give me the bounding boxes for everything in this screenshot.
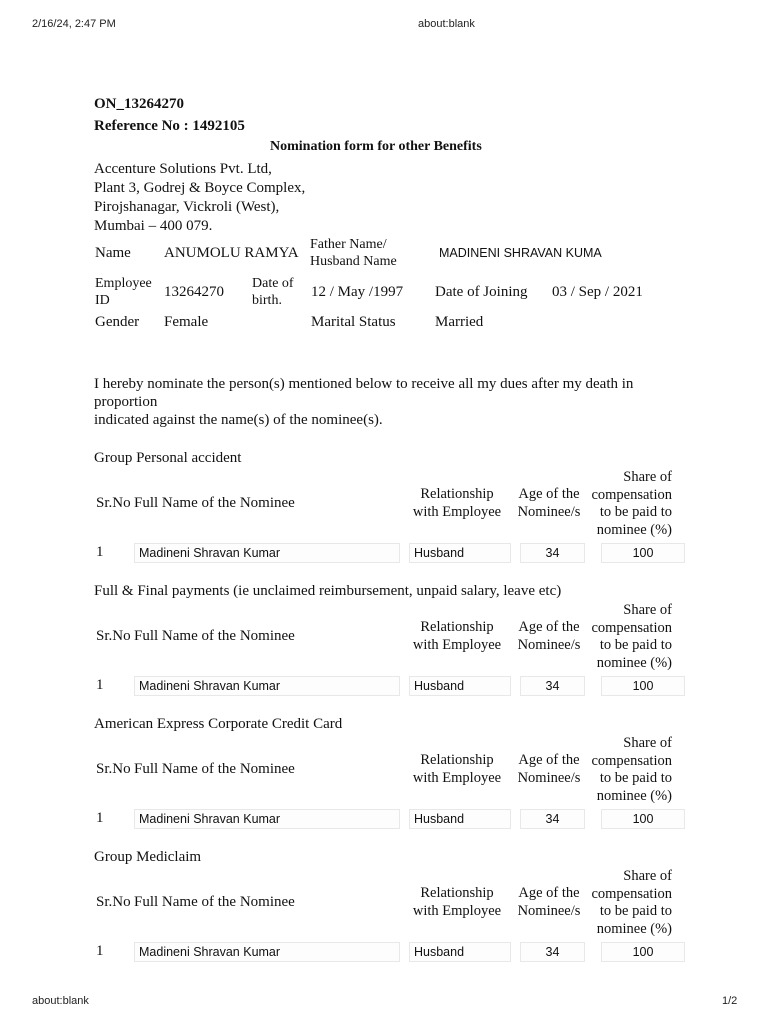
print-datetime: 2/16/24, 2:47 PM — [32, 18, 116, 30]
print-footer-url: about:blank — [32, 995, 89, 1007]
father-name-field[interactable]: MADINENI SHRAVAN KUMA — [439, 246, 602, 260]
header-age-line1: Age of the — [518, 885, 580, 901]
nominee-name-field[interactable]: Madineni Shravan Kumar — [134, 543, 400, 563]
header-srno: Sr.No — [96, 495, 131, 511]
relationship-field[interactable]: Husband — [409, 543, 511, 563]
header-full-name: Full Name of the Nominee — [134, 894, 295, 910]
header-age — [514, 885, 584, 920]
declaration-line: proportion — [94, 394, 158, 410]
header-share-line2: compensation — [591, 885, 672, 902]
header-share-line3: to be paid to — [599, 903, 672, 919]
employee-id-label-line1: Employee — [95, 276, 152, 291]
header-share-line4: nominee (%) — [596, 654, 672, 671]
relationship-field[interactable]: Husband — [409, 809, 511, 829]
father-label — [310, 236, 397, 270]
header-age-line1: Age of the — [518, 486, 580, 502]
print-page-title: about:blank — [418, 18, 475, 30]
address-line: Accenture Solutions Pvt. Ltd, — [94, 161, 272, 177]
share-field[interactable]: 100 — [601, 809, 685, 829]
header-age-line2: Nominee/s — [517, 902, 581, 919]
header-relationship — [404, 619, 510, 654]
header-age-line2: Nominee/s — [517, 636, 581, 653]
nominee-name-field[interactable]: Madineni Shravan Kumar — [134, 676, 400, 696]
on-number: ON_13264270 — [94, 96, 184, 112]
company-address — [94, 160, 305, 236]
row-srno: 1 — [96, 943, 104, 959]
header-share — [584, 469, 672, 539]
employee-id-label-line2: ID — [95, 293, 110, 308]
header-age-line1: Age of the — [518, 752, 580, 768]
nominee-name-field[interactable]: Madineni Shravan Kumar — [134, 942, 400, 962]
address-line: Plant 3, Godrej & Boyce Complex, — [94, 180, 306, 196]
header-share-line1: Share of — [623, 469, 672, 485]
header-srno: Sr.No — [96, 761, 131, 777]
header-relationship — [404, 486, 510, 521]
section-title: Group Personal accident — [94, 450, 242, 466]
header-share-line1: Share of — [623, 602, 672, 618]
header-share-line4: nominee (%) — [596, 521, 672, 538]
header-relationship-line2: with Employee — [412, 503, 502, 520]
relationship-field[interactable]: Husband — [409, 676, 511, 696]
header-share-line4: nominee (%) — [596, 920, 672, 937]
header-relationship-line1: Relationship — [420, 619, 494, 635]
name-label: Name — [95, 245, 131, 261]
father-label-line2: Husband Name — [310, 254, 397, 269]
header-share-line1: Share of — [623, 868, 672, 884]
header-relationship-line2: with Employee — [412, 769, 502, 786]
header-relationship — [404, 752, 510, 787]
header-age-line2: Nominee/s — [517, 503, 581, 520]
header-full-name: Full Name of the Nominee — [134, 495, 295, 511]
address-line: Mumbai – 400 079. — [94, 218, 213, 234]
header-share — [584, 868, 672, 938]
header-share-line4: nominee (%) — [596, 787, 672, 804]
marital-status-label: Marital Status — [311, 314, 396, 330]
dob-label-line1: Date of — [252, 276, 294, 291]
header-relationship-line1: Relationship — [420, 752, 494, 768]
age-field[interactable]: 34 — [520, 809, 585, 829]
header-age-line2: Nominee/s — [517, 769, 581, 786]
dob-value: 12 / May /1997 — [311, 284, 404, 300]
section-title: Group Mediclaim — [94, 849, 202, 865]
doj-value: 03 / Sep / 2021 — [552, 284, 643, 300]
header-share-line2: compensation — [591, 486, 672, 503]
dob-label — [252, 275, 294, 309]
header-relationship-line1: Relationship — [420, 486, 494, 502]
relationship-field[interactable]: Husband — [409, 942, 511, 962]
reference-number: Reference No : 1492105 — [94, 118, 245, 134]
employee-id-label — [95, 275, 152, 309]
age-field[interactable]: 34 — [520, 676, 585, 696]
header-relationship-line2: with Employee — [412, 636, 502, 653]
header-share-line2: compensation — [591, 619, 672, 636]
age-field[interactable]: 34 — [520, 942, 585, 962]
share-field[interactable]: 100 — [601, 942, 685, 962]
header-relationship-line1: Relationship — [420, 885, 494, 901]
declaration — [94, 375, 694, 429]
section-title: American Express Corporate Credit Card — [94, 716, 343, 732]
header-age — [514, 486, 584, 521]
header-share-line1: Share of — [623, 735, 672, 751]
header-age — [514, 752, 584, 787]
share-field[interactable]: 100 — [601, 543, 685, 563]
header-srno: Sr.No — [96, 894, 131, 910]
section-title: Full & Final payments (ie unclaimed reimbursement, unpaid salary, leave etc) — [94, 583, 562, 599]
header-full-name: Full Name of the Nominee — [134, 628, 295, 644]
header-share-line2: compensation — [591, 752, 672, 769]
header-share-line3: to be paid to — [599, 504, 672, 520]
header-share-line3: to be paid to — [599, 637, 672, 653]
gender-label: Gender — [95, 314, 140, 330]
father-label-line1: Father Name/ — [310, 237, 387, 252]
declaration-line: I hereby nominate the person(s) mentioned below to receive all my dues after my death in — [94, 376, 634, 392]
header-share — [584, 735, 672, 805]
header-srno: Sr.No — [96, 628, 131, 644]
dob-label-line2: birth. — [252, 293, 282, 308]
header-age — [514, 619, 584, 654]
form-title: Nomination form for other Benefits — [270, 139, 482, 154]
employee-id-value: 13264270 — [164, 284, 224, 300]
row-srno: 1 — [96, 677, 104, 693]
row-srno: 1 — [96, 810, 104, 826]
header-relationship-line2: with Employee — [412, 902, 502, 919]
name-value: ANUMOLU RAMYA — [164, 245, 299, 261]
print-page-number: 1/2 — [722, 995, 738, 1007]
marital-status-value: Married — [435, 314, 484, 330]
header-share-line3: to be paid to — [599, 770, 672, 786]
age-field[interactable]: 34 — [520, 543, 585, 563]
header-full-name: Full Name of the Nominee — [134, 761, 295, 777]
doj-label: Date of Joining — [435, 284, 528, 300]
gender-value: Female — [164, 314, 209, 330]
header-share — [584, 602, 672, 672]
declaration-line: indicated against the name(s) of the nominee(s). — [94, 412, 383, 428]
nominee-name-field[interactable]: Madineni Shravan Kumar — [134, 809, 400, 829]
header-relationship — [404, 885, 510, 920]
header-age-line1: Age of the — [518, 619, 580, 635]
share-field[interactable]: 100 — [601, 676, 685, 696]
row-srno: 1 — [96, 544, 104, 560]
address-line: Pirojshanagar, Vickroli (West), — [94, 199, 280, 215]
